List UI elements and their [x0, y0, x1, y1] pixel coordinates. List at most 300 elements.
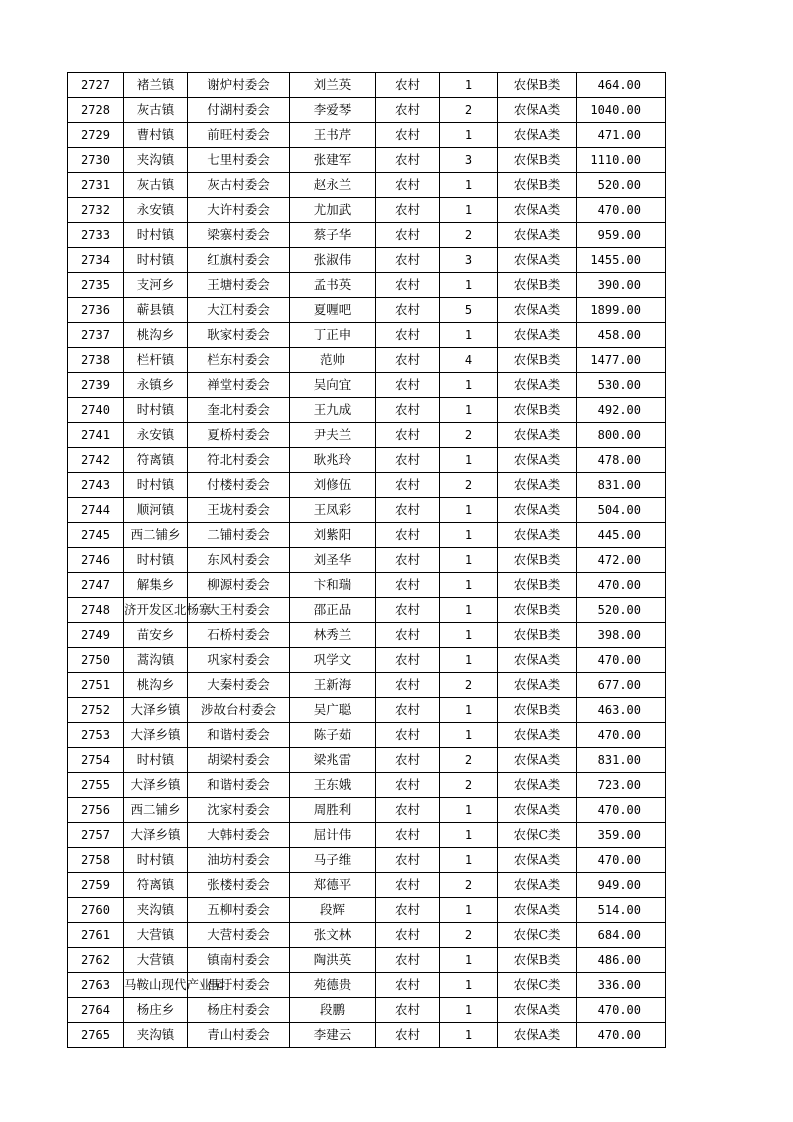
township-cell: 苗安乡 — [124, 623, 188, 648]
table-row — [68, 548, 666, 573]
row-number-cell: 2755 — [68, 773, 124, 798]
village-committee-cell: 大许村委会 — [188, 198, 290, 223]
insurance-category-cell: 农保A类 — [498, 998, 577, 1023]
area-type-cell: 农村 — [376, 73, 440, 98]
township-cell: 永安镇 — [124, 198, 188, 223]
household-count-cell: 1 — [440, 273, 498, 298]
household-count-cell: 1 — [440, 398, 498, 423]
village-committee-cell: 七里村委会 — [188, 148, 290, 173]
household-count-cell: 4 — [440, 348, 498, 373]
person-name-cell: 周胜利 — [290, 798, 376, 823]
person-name-cell: 陈子茹 — [290, 723, 376, 748]
table-row — [68, 598, 666, 623]
area-type-cell: 农村 — [376, 98, 440, 123]
area-type-cell: 农村 — [376, 623, 440, 648]
table-row — [68, 648, 666, 673]
table-row — [68, 573, 666, 598]
area-type-cell: 农村 — [376, 948, 440, 973]
table-row — [68, 198, 666, 223]
amount-cell: 470.00 — [577, 798, 666, 823]
person-name-cell: 梁兆雷 — [290, 748, 376, 773]
area-type-cell: 农村 — [376, 723, 440, 748]
amount-cell: 1477.00 — [577, 348, 666, 373]
township-cell: 栏杆镇 — [124, 348, 188, 373]
amount-cell: 359.00 — [577, 823, 666, 848]
amount-cell: 478.00 — [577, 448, 666, 473]
household-count-cell: 2 — [440, 748, 498, 773]
person-name-cell: 李建云 — [290, 1023, 376, 1048]
village-committee-cell: 石桥村委会 — [188, 623, 290, 648]
village-committee-cell: 付楼村委会 — [188, 473, 290, 498]
table-row — [68, 473, 666, 498]
area-type-cell: 农村 — [376, 273, 440, 298]
row-number-cell: 2735 — [68, 273, 124, 298]
village-committee-cell: 大秦村委会 — [188, 673, 290, 698]
row-number-cell: 2762 — [68, 948, 124, 973]
amount-cell: 470.00 — [577, 573, 666, 598]
area-type-cell: 农村 — [376, 773, 440, 798]
household-count-cell: 1 — [440, 448, 498, 473]
insurance-category-cell: 农保A类 — [498, 248, 577, 273]
village-committee-cell: 青山村委会 — [188, 1023, 290, 1048]
table-row — [68, 898, 666, 923]
village-committee-cell: 二铺村委会 — [188, 523, 290, 548]
row-number-cell: 2737 — [68, 323, 124, 348]
insurance-category-cell: 农保A类 — [498, 773, 577, 798]
household-count-cell: 2 — [440, 423, 498, 448]
insurance-category-cell: 农保C类 — [498, 823, 577, 848]
table-row — [68, 223, 666, 248]
township-cell: 蕲县镇 — [124, 298, 188, 323]
amount-cell: 514.00 — [577, 898, 666, 923]
person-name-cell: 尤加武 — [290, 198, 376, 223]
amount-cell: 1110.00 — [577, 148, 666, 173]
table-row — [68, 773, 666, 798]
household-count-cell: 2 — [440, 98, 498, 123]
township-cell: 褚兰镇 — [124, 73, 188, 98]
household-count-cell: 1 — [440, 623, 498, 648]
table-row — [68, 698, 666, 723]
amount-cell: 470.00 — [577, 998, 666, 1023]
township-cell: 符离镇 — [124, 873, 188, 898]
area-type-cell: 农村 — [376, 598, 440, 623]
township-cell: 曹村镇 — [124, 123, 188, 148]
township-cell: 夹沟镇 — [124, 898, 188, 923]
insurance-category-cell: 农保A类 — [498, 898, 577, 923]
table-row — [68, 623, 666, 648]
table-row — [68, 948, 666, 973]
amount-cell: 723.00 — [577, 773, 666, 798]
amount-cell: 831.00 — [577, 473, 666, 498]
household-count-cell: 1 — [440, 73, 498, 98]
person-name-cell: 孟书英 — [290, 273, 376, 298]
area-type-cell: 农村 — [376, 1023, 440, 1048]
village-committee-cell: 符北村委会 — [188, 448, 290, 473]
row-number-cell: 2749 — [68, 623, 124, 648]
amount-cell: 520.00 — [577, 598, 666, 623]
township-cell: 夹沟镇 — [124, 148, 188, 173]
village-committee-cell: 涉故台村委会 — [188, 698, 290, 723]
insurance-category-cell: 农保A类 — [498, 673, 577, 698]
table-row — [68, 173, 666, 198]
household-count-cell: 1 — [440, 823, 498, 848]
row-number-cell: 2751 — [68, 673, 124, 698]
person-name-cell: 耿兆玲 — [290, 448, 376, 473]
household-count-cell: 2 — [440, 473, 498, 498]
household-count-cell: 1 — [440, 548, 498, 573]
township-cell: 蒿沟镇 — [124, 648, 188, 673]
person-name-cell: 王九成 — [290, 398, 376, 423]
township-cell: 西二铺乡 — [124, 798, 188, 823]
household-count-cell: 1 — [440, 973, 498, 998]
township-cell: 西二铺乡 — [124, 523, 188, 548]
village-committee-cell: 柳源村委会 — [188, 573, 290, 598]
person-name-cell: 王凤彩 — [290, 498, 376, 523]
area-type-cell: 农村 — [376, 473, 440, 498]
table-row — [68, 748, 666, 773]
insurance-category-cell: 农保A类 — [498, 723, 577, 748]
row-number-cell: 2740 — [68, 398, 124, 423]
township-cell: 符离镇 — [124, 448, 188, 473]
area-type-cell: 农村 — [376, 248, 440, 273]
table-row — [68, 848, 666, 873]
area-type-cell: 农村 — [376, 198, 440, 223]
amount-cell: 530.00 — [577, 373, 666, 398]
village-committee-cell: 栏东村委会 — [188, 348, 290, 373]
insurance-category-cell: 农保B类 — [498, 173, 577, 198]
person-name-cell: 夏喱吧 — [290, 298, 376, 323]
township-cell: 时村镇 — [124, 473, 188, 498]
amount-cell: 470.00 — [577, 723, 666, 748]
person-name-cell: 王新海 — [290, 673, 376, 698]
village-committee-cell: 巩家村委会 — [188, 648, 290, 673]
table-row — [68, 98, 666, 123]
row-number-cell: 2752 — [68, 698, 124, 723]
person-name-cell: 丁正申 — [290, 323, 376, 348]
table-row — [68, 498, 666, 523]
table-row — [68, 273, 666, 298]
person-name-cell: 刘圣华 — [290, 548, 376, 573]
insurance-category-cell: 农保A类 — [498, 198, 577, 223]
amount-cell: 464.00 — [577, 73, 666, 98]
person-name-cell: 范帅 — [290, 348, 376, 373]
village-committee-cell: 镇南村委会 — [188, 948, 290, 973]
person-name-cell: 屈计伟 — [290, 823, 376, 848]
township-cell: 时村镇 — [124, 223, 188, 248]
area-type-cell: 农村 — [376, 548, 440, 573]
village-committee-cell: 王垅村委会 — [188, 498, 290, 523]
insurance-category-cell: 农保C类 — [498, 923, 577, 948]
person-name-cell: 苑德贵 — [290, 973, 376, 998]
amount-cell: 486.00 — [577, 948, 666, 973]
insurance-category-cell: 农保A类 — [498, 1023, 577, 1048]
area-type-cell: 农村 — [376, 373, 440, 398]
area-type-cell: 农村 — [376, 348, 440, 373]
person-name-cell: 吴广聪 — [290, 698, 376, 723]
area-type-cell: 农村 — [376, 848, 440, 873]
village-committee-cell: 五柳村委会 — [188, 898, 290, 923]
township-cell: 马鞍山现代产业园 — [124, 973, 188, 998]
table-row — [68, 448, 666, 473]
village-committee-cell: 前旺村委会 — [188, 123, 290, 148]
area-type-cell: 农村 — [376, 873, 440, 898]
table-row — [68, 823, 666, 848]
insurance-category-cell: 农保A类 — [498, 498, 577, 523]
person-name-cell: 段辉 — [290, 898, 376, 923]
household-count-cell: 1 — [440, 323, 498, 348]
amount-cell: 492.00 — [577, 398, 666, 423]
table-row — [68, 973, 666, 998]
insurance-category-cell: 农保A类 — [498, 848, 577, 873]
table-row — [68, 798, 666, 823]
township-cell: 顺河镇 — [124, 498, 188, 523]
household-count-cell: 1 — [440, 723, 498, 748]
amount-cell: 470.00 — [577, 648, 666, 673]
amount-cell: 800.00 — [577, 423, 666, 448]
insurance-category-cell: 农保A类 — [498, 473, 577, 498]
area-type-cell: 农村 — [376, 648, 440, 673]
insurance-category-cell: 农保A类 — [498, 873, 577, 898]
township-cell: 灰古镇 — [124, 173, 188, 198]
township-cell: 夹沟镇 — [124, 1023, 188, 1048]
insurance-category-cell: 农保B类 — [498, 348, 577, 373]
amount-cell: 949.00 — [577, 873, 666, 898]
insurance-category-cell: 农保A类 — [498, 648, 577, 673]
township-cell: 大泽乡镇 — [124, 773, 188, 798]
village-committee-cell: 大王村委会 — [188, 598, 290, 623]
township-cell: 时村镇 — [124, 848, 188, 873]
insurance-category-cell: 农保B类 — [498, 948, 577, 973]
row-number-cell: 2750 — [68, 648, 124, 673]
township-cell: 杨庄乡 — [124, 998, 188, 1023]
row-number-cell: 2727 — [68, 73, 124, 98]
table-row — [68, 73, 666, 98]
row-number-cell: 2731 — [68, 173, 124, 198]
area-type-cell: 农村 — [376, 223, 440, 248]
household-count-cell: 2 — [440, 673, 498, 698]
row-number-cell: 2759 — [68, 873, 124, 898]
row-number-cell: 2760 — [68, 898, 124, 923]
amount-cell: 336.00 — [577, 973, 666, 998]
person-name-cell: 吴向宜 — [290, 373, 376, 398]
insurance-category-cell: 农保B类 — [498, 273, 577, 298]
amount-cell: 445.00 — [577, 523, 666, 548]
amount-cell: 1455.00 — [577, 248, 666, 273]
village-committee-cell: 红旗村委会 — [188, 248, 290, 273]
table-row — [68, 348, 666, 373]
amount-cell: 390.00 — [577, 273, 666, 298]
table-row — [68, 298, 666, 323]
insurance-category-cell: 农保A类 — [498, 448, 577, 473]
person-name-cell: 张文林 — [290, 923, 376, 948]
person-name-cell: 王书芹 — [290, 123, 376, 148]
village-committee-cell: 灰古村委会 — [188, 173, 290, 198]
township-cell: 济开发区北杨寨 — [124, 598, 188, 623]
row-number-cell: 2745 — [68, 523, 124, 548]
table-row — [68, 398, 666, 423]
village-committee-cell: 奎北村委会 — [188, 398, 290, 423]
row-number-cell: 2728 — [68, 98, 124, 123]
village-committee-cell: 沈家村委会 — [188, 798, 290, 823]
person-name-cell: 李爱琴 — [290, 98, 376, 123]
township-cell: 时村镇 — [124, 748, 188, 773]
table-row — [68, 673, 666, 698]
person-name-cell: 林秀兰 — [290, 623, 376, 648]
row-number-cell: 2729 — [68, 123, 124, 148]
table-row — [68, 373, 666, 398]
table-row — [68, 998, 666, 1023]
village-committee-cell: 王塘村委会 — [188, 273, 290, 298]
area-type-cell: 农村 — [376, 823, 440, 848]
row-number-cell: 2747 — [68, 573, 124, 598]
township-cell: 永镇乡 — [124, 373, 188, 398]
person-name-cell: 王东娥 — [290, 773, 376, 798]
area-type-cell: 农村 — [376, 148, 440, 173]
township-cell: 时村镇 — [124, 248, 188, 273]
household-count-cell: 1 — [440, 1023, 498, 1048]
insurance-category-cell: 农保A类 — [498, 98, 577, 123]
household-count-cell: 1 — [440, 523, 498, 548]
amount-cell: 677.00 — [577, 673, 666, 698]
household-count-cell: 2 — [440, 773, 498, 798]
township-cell: 桃沟乡 — [124, 323, 188, 348]
insurance-category-cell: 农保B类 — [498, 148, 577, 173]
township-cell: 灰古镇 — [124, 98, 188, 123]
area-type-cell: 农村 — [376, 573, 440, 598]
person-name-cell: 张建军 — [290, 148, 376, 173]
area-type-cell: 农村 — [376, 798, 440, 823]
area-type-cell: 农村 — [376, 448, 440, 473]
row-number-cell: 2734 — [68, 248, 124, 273]
household-count-cell: 3 — [440, 148, 498, 173]
table-row — [68, 723, 666, 748]
village-committee-cell: 夏桥村委会 — [188, 423, 290, 448]
person-name-cell: 刘兰英 — [290, 73, 376, 98]
insurance-category-cell: 农保A类 — [498, 373, 577, 398]
row-number-cell: 2754 — [68, 748, 124, 773]
row-number-cell: 2732 — [68, 198, 124, 223]
insurance-category-cell: 农保A类 — [498, 523, 577, 548]
area-type-cell: 农村 — [376, 173, 440, 198]
amount-cell: 831.00 — [577, 748, 666, 773]
household-count-cell: 2 — [440, 923, 498, 948]
household-count-cell: 1 — [440, 498, 498, 523]
household-count-cell: 1 — [440, 948, 498, 973]
area-type-cell: 农村 — [376, 398, 440, 423]
village-committee-cell: 谢炉村委会 — [188, 73, 290, 98]
household-count-cell: 2 — [440, 873, 498, 898]
area-type-cell: 农村 — [376, 423, 440, 448]
insurance-category-cell: 农保A类 — [498, 123, 577, 148]
row-number-cell: 2763 — [68, 973, 124, 998]
household-count-cell: 1 — [440, 998, 498, 1023]
relief-roster-table — [67, 72, 666, 1048]
area-type-cell: 农村 — [376, 123, 440, 148]
amount-cell: 470.00 — [577, 1023, 666, 1048]
area-type-cell: 农村 — [376, 898, 440, 923]
person-name-cell: 巩学文 — [290, 648, 376, 673]
area-type-cell: 农村 — [376, 523, 440, 548]
village-committee-cell: 昌圩村委会 — [188, 973, 290, 998]
amount-cell: 684.00 — [577, 923, 666, 948]
table-row — [68, 923, 666, 948]
household-count-cell: 1 — [440, 123, 498, 148]
table-row — [68, 148, 666, 173]
household-count-cell: 1 — [440, 198, 498, 223]
township-cell: 桃沟乡 — [124, 673, 188, 698]
village-committee-cell: 和谐村委会 — [188, 773, 290, 798]
village-committee-cell: 禅堂村委会 — [188, 373, 290, 398]
insurance-category-cell: 农保B类 — [498, 623, 577, 648]
area-type-cell: 农村 — [376, 298, 440, 323]
village-committee-cell: 张楼村委会 — [188, 873, 290, 898]
amount-cell: 463.00 — [577, 698, 666, 723]
amount-cell: 959.00 — [577, 223, 666, 248]
roster-body — [68, 73, 666, 1048]
person-name-cell: 卞和瑞 — [290, 573, 376, 598]
township-cell: 时村镇 — [124, 548, 188, 573]
household-count-cell: 1 — [440, 648, 498, 673]
table-row — [68, 323, 666, 348]
household-count-cell: 1 — [440, 848, 498, 873]
row-number-cell: 2736 — [68, 298, 124, 323]
row-number-cell: 2764 — [68, 998, 124, 1023]
insurance-category-cell: 农保A类 — [498, 423, 577, 448]
township-cell: 支河乡 — [124, 273, 188, 298]
area-type-cell: 农村 — [376, 998, 440, 1023]
area-type-cell: 农村 — [376, 673, 440, 698]
insurance-category-cell: 农保A类 — [498, 223, 577, 248]
household-count-cell: 2 — [440, 223, 498, 248]
row-number-cell: 2757 — [68, 823, 124, 848]
household-count-cell: 1 — [440, 598, 498, 623]
row-number-cell: 2761 — [68, 923, 124, 948]
household-count-cell: 3 — [440, 248, 498, 273]
row-number-cell: 2756 — [68, 798, 124, 823]
amount-cell: 504.00 — [577, 498, 666, 523]
insurance-category-cell: 农保A类 — [498, 298, 577, 323]
household-count-cell: 1 — [440, 698, 498, 723]
insurance-category-cell: 农保A类 — [498, 798, 577, 823]
township-cell: 大营镇 — [124, 923, 188, 948]
township-cell: 永安镇 — [124, 423, 188, 448]
person-name-cell: 张淑伟 — [290, 248, 376, 273]
amount-cell: 470.00 — [577, 198, 666, 223]
amount-cell: 472.00 — [577, 548, 666, 573]
village-committee-cell: 胡梁村委会 — [188, 748, 290, 773]
person-name-cell: 段鹏 — [290, 998, 376, 1023]
row-number-cell: 2758 — [68, 848, 124, 873]
township-cell: 解集乡 — [124, 573, 188, 598]
person-name-cell: 马子维 — [290, 848, 376, 873]
insurance-category-cell: 农保B类 — [498, 73, 577, 98]
household-count-cell: 1 — [440, 798, 498, 823]
row-number-cell: 2733 — [68, 223, 124, 248]
area-type-cell: 农村 — [376, 498, 440, 523]
village-committee-cell: 油坊村委会 — [188, 848, 290, 873]
table-row — [68, 423, 666, 448]
person-name-cell: 邵正品 — [290, 598, 376, 623]
row-number-cell: 2765 — [68, 1023, 124, 1048]
insurance-category-cell: 农保B类 — [498, 548, 577, 573]
insurance-category-cell: 农保C类 — [498, 973, 577, 998]
amount-cell: 1899.00 — [577, 298, 666, 323]
row-number-cell: 2739 — [68, 373, 124, 398]
area-type-cell: 农村 — [376, 748, 440, 773]
table-row — [68, 248, 666, 273]
amount-cell: 471.00 — [577, 123, 666, 148]
amount-cell: 470.00 — [577, 848, 666, 873]
